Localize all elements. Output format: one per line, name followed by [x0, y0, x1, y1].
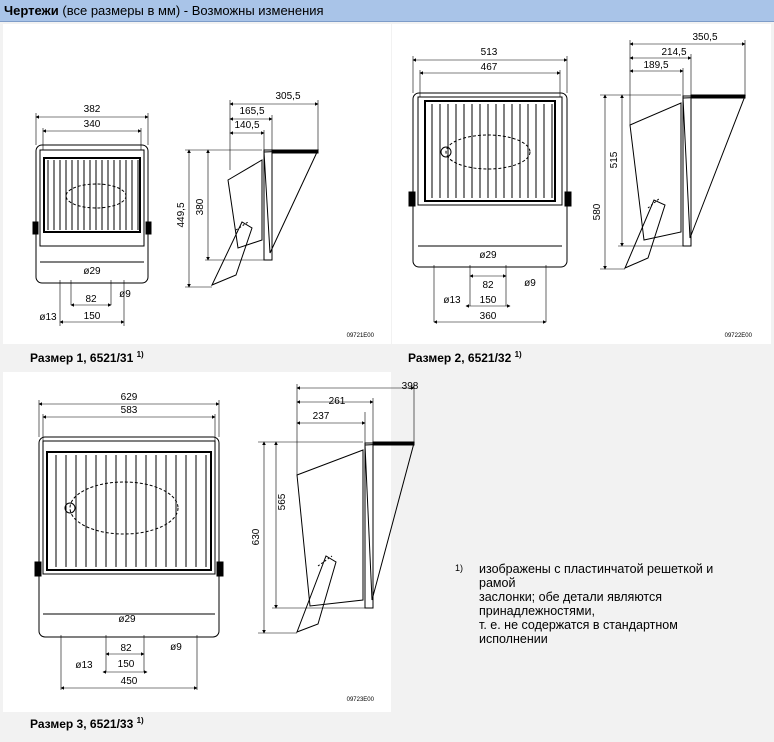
- size3-side-height1: 630: [251, 528, 262, 546]
- size3-width-outer: 629: [120, 392, 138, 403]
- size1-side-depth3: 140,5: [234, 120, 260, 131]
- size1-caption: [30, 350, 144, 365]
- size3-side-depth2: 261: [328, 396, 346, 407]
- size3-caption-footnote: 1): [136, 716, 144, 725]
- size2-side-depth2: 214,5: [661, 47, 687, 58]
- size2-caption: [408, 350, 522, 365]
- size1-dim-a: 82: [85, 294, 97, 305]
- size3-dim-a: 82: [120, 643, 132, 654]
- size3-side-depth1: 398: [401, 381, 419, 392]
- size3-caption-text: Размер 3, 6521/33: [30, 717, 134, 731]
- header-subtitle: (все размеры в мм) - Возможны изменения: [58, 3, 324, 18]
- size3-dim-b: 150: [117, 659, 135, 670]
- size3-hole-diameter: ø9: [170, 642, 182, 653]
- size1-side-height1: 449,5: [176, 202, 187, 228]
- size2-dim-b: 150: [479, 295, 497, 306]
- footnote-line: т. е. не содержатся в стандартном: [479, 618, 678, 632]
- size2-caption-text: Размер 2, 6521/32: [408, 351, 512, 365]
- size2-width-outer: 513: [480, 47, 498, 58]
- size1-caption-text: Размер 1, 6521/31: [30, 351, 134, 365]
- size2-side-depth3: 189,5: [643, 60, 669, 71]
- footnote-text: [479, 562, 769, 646]
- size1-pipe-diameter: ø29: [83, 266, 101, 277]
- size2-hole-diameter: ø9: [524, 278, 536, 289]
- size3-width-inner: 583: [120, 405, 138, 416]
- size2-caption-footnote: 1): [514, 350, 522, 359]
- footnote-line: изображены с пластинчатой решеткой и: [479, 562, 714, 576]
- header-title: Чертежи: [4, 3, 59, 18]
- size2-dim-a: 82: [482, 280, 494, 291]
- size3-side-depth3: 237: [312, 411, 330, 422]
- footnote-mark: 1): [455, 563, 464, 573]
- size2-side-height2: 515: [609, 151, 620, 169]
- size1-bolt-diameter: ø13: [39, 312, 57, 323]
- size3-drawing-code: 09723E00: [346, 697, 374, 703]
- size2-bolt-diameter: ø13: [443, 295, 461, 306]
- size2-side-depth1: 350,5: [692, 32, 718, 43]
- size1-width-inner: 340: [83, 119, 101, 130]
- size1-dim-b: 150: [83, 311, 101, 322]
- size2-drawing-code: 09722E00: [724, 333, 752, 339]
- size3-bolt-diameter: ø13: [75, 660, 93, 671]
- footnote-line: принадлежностями,: [479, 604, 595, 618]
- size3-caption: [30, 716, 144, 731]
- size1-drawing-code: 09721E00: [346, 333, 374, 339]
- size3-side-height2: 565: [277, 493, 288, 511]
- size1-caption-footnote: 1): [136, 350, 144, 359]
- size2-side-view: [600, 40, 745, 269]
- size1-side-depth1: 305,5: [275, 91, 301, 102]
- size1-hole-diameter: ø9: [119, 289, 131, 300]
- size2-width-inner: 467: [480, 62, 498, 73]
- size1-width-outer: 382: [83, 104, 101, 115]
- size1-side-depth2: 165,5: [239, 106, 265, 117]
- footnote-line: заслонки; обе детали являются: [479, 590, 663, 604]
- size1-side-height2: 380: [195, 198, 206, 216]
- size2-side-height1: 580: [592, 203, 603, 221]
- size2-pipe-diameter: ø29: [479, 250, 497, 261]
- size2-dim-c: 360: [479, 311, 497, 322]
- footnote-line: исполнении: [479, 632, 548, 646]
- size3-dim-c: 450: [120, 676, 138, 687]
- footnote-line: рамой: [479, 576, 516, 590]
- size3-pipe-diameter: ø29: [118, 614, 136, 625]
